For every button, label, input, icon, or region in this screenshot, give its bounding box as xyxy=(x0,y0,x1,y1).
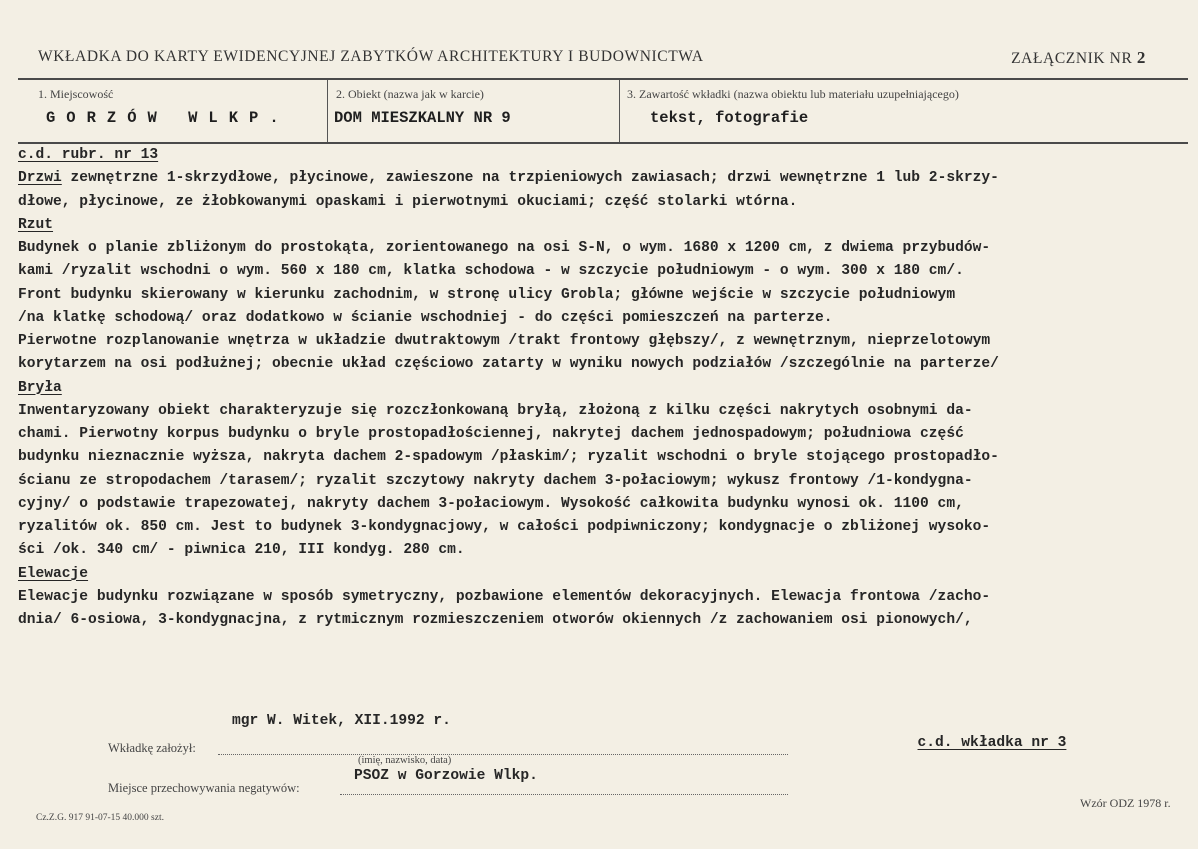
text-line xyxy=(18,400,1196,423)
form-model: Wzór ODZ 1978 r. xyxy=(1080,796,1171,810)
line-text: chami. Pierwotny korpus budynku o bryle prostopadłościennej, nakrytej dachem jednospadowym; południowa część xyxy=(18,426,964,442)
line-text: budynku nieznacznie wyższa, nakryta dachem 2-spadowym /płaskim/; ryzalit wschodni o bryle stojącego prostopadło- xyxy=(18,449,999,466)
field-1-label: 1. Miejscowość xyxy=(38,87,114,101)
text-line xyxy=(18,214,1196,237)
text-line xyxy=(18,563,1196,586)
storage-dots xyxy=(340,794,788,795)
header-divider-2 xyxy=(619,80,620,142)
line-text: ścianu ze stropodachem /tarasem/; ryzalit szczytowy nakryty dachem 3-połaciowym; wykusz frontowy /1-kondygna- xyxy=(18,472,973,489)
continuation-text: c.d. wkładka nr 3 xyxy=(917,735,1067,751)
line-text: kami /ryzalit wschodni o wym. 560 x 180 cm, klatka schodowa - w szczycie południowym - o wym. 300 x 180 cm/. xyxy=(18,263,964,280)
text-line xyxy=(18,493,1196,516)
storage-value: PSOZ w Gorzowie Wlkp. xyxy=(354,768,538,784)
field-2-value: DOM MIESZKALNY NR 9 xyxy=(334,109,511,127)
line-text: dnia/ 6-osiowa, 3-kondygnacjna, z rytmicznym rozmieszczeniem otworów okiennych /z zachowaniem osi pionowych/, xyxy=(18,612,973,628)
line-text: /na klatkę schodową/ oraz dodatkowo w ścianie wschodniej - do części pomieszczeń na parterze. xyxy=(18,309,833,326)
line-text: ści /ok. 340 cm/ - piwnica 210, III kondyg. 280 cm. xyxy=(18,542,465,559)
text-line xyxy=(18,353,1196,376)
author-hint: (imię, nazwisko, data) xyxy=(358,755,452,766)
text-line xyxy=(18,144,1196,167)
line-text: zewnętrzne 1-skrzydłowe, płycinowe, zawieszone na trzpieniowych zawiasach; drzwi wewnętrzne 1 lub 2-skrzy- xyxy=(61,170,999,187)
text-line xyxy=(18,167,1196,190)
body-text xyxy=(18,144,1196,632)
text-line xyxy=(18,423,1196,446)
author-value: mgr W. Witek, XII.1992 r. xyxy=(232,713,451,729)
top-rule xyxy=(18,78,1188,80)
annex-label-text: ZAŁĄCZNIK NR xyxy=(1011,50,1133,67)
field-2-label: 2. Obiekt (nazwa jak w karcie) xyxy=(336,87,484,101)
form-title: WKŁADKA DO KARTY EWIDENCYJNEJ ZABYTKÓW ARCHITEKTURY I BUDOWNICTWA xyxy=(38,48,704,65)
text-line xyxy=(18,330,1196,353)
text-line xyxy=(18,284,1196,307)
text-line xyxy=(18,377,1196,400)
header-divider-1 xyxy=(327,80,328,142)
author-dots xyxy=(218,754,788,755)
annex-number: 2 xyxy=(1136,48,1146,67)
print-code: Cz.Z.G. 917 91-07-15 40.000 szt. xyxy=(36,813,164,823)
line-text: Budynek o planie zbliżonym do prostokąta, zorientowanego na osi S-N, o wym. 1680 x 1200 cm, z dwiema przybudów- xyxy=(18,240,991,256)
text-line xyxy=(18,516,1196,539)
field-3-label: 3. Zawartość wkładki (nazwa obiektu lub materiału uzupełniającego) xyxy=(627,87,959,101)
line-text: korytarzem na osi podłużnej; obecnie układ częściowo zatarty w wyniku nowych podziałów /szczególnie na parterze/ xyxy=(18,356,999,373)
section-heading: c.d. rubr. nr 13 xyxy=(18,147,159,163)
continuation-note xyxy=(900,719,1066,751)
line-text: Inwentaryzowany obiekt charakteryzuje się rozczłonkowaną bryłą, złożoną z kilku części nakrytych osobnymi da- xyxy=(18,402,973,419)
storage-label: Miejsce przechowywania negatywów: xyxy=(108,781,300,795)
section-heading: Rzut xyxy=(18,216,54,233)
field-3-value: tekst, fotografie xyxy=(650,109,809,127)
author-label: Wkładkę założył: xyxy=(108,741,196,755)
text-line xyxy=(18,586,1196,609)
text-line xyxy=(18,539,1196,562)
line-text: Front budynku skierowany w kierunku zachodnim, w stronę ulicy Grobla; główne wejście w szczycie południowym xyxy=(18,286,956,303)
section-heading: Elewacje xyxy=(18,565,89,582)
line-text: Pierwotne rozplanowanie wnętrza w układzie dwutraktowym /trakt frontowy głębszy/, z wewnętrznym, nieprzelotowym xyxy=(18,333,991,349)
line-text: Elewacje budynku rozwiązane w sposób symetryczny, pozbawione elementów dekoracyjnych. Elewacja frontowa /zacho- xyxy=(18,588,991,605)
annex-label xyxy=(1011,48,1146,68)
text-line xyxy=(18,237,1196,260)
text-line xyxy=(18,307,1196,330)
line-text: dłowe, płycinowe, ze żłobkowanymi opaskami i pierwotnymi okuciami; część stolarki wtórna. xyxy=(18,193,798,210)
section-heading: Drzwi xyxy=(18,170,62,187)
text-line xyxy=(18,191,1196,214)
line-text: ryzalitów ok. 850 cm. Jest to budynek 3-kondygnacjowy, w całości podpiwniczony; kondygnacje o zbliżonej wysoko- xyxy=(18,519,991,535)
text-line xyxy=(18,609,1196,632)
field-1-value: GORZÓW WLKP. xyxy=(46,109,290,127)
text-line xyxy=(18,260,1196,283)
text-line xyxy=(18,470,1196,493)
section-heading: Bryła xyxy=(18,379,62,396)
line-text: cyjny/ o podstawie trapezowatej, nakryty dachem 3-połaciowym. Wysokość całkowita budynku wynosi ok. 1100 cm, xyxy=(18,495,964,512)
text-line xyxy=(18,446,1196,469)
